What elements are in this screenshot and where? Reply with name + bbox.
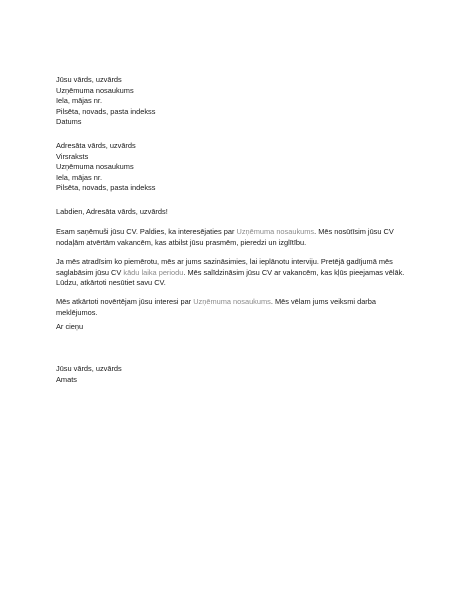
paragraph-3-line-1 xyxy=(56,297,406,308)
signature-name: Jūsu vārds, uzvārds xyxy=(56,364,122,373)
sender-street: Iela, mājas nr. xyxy=(56,96,103,105)
signature-position: Amats xyxy=(56,374,77,384)
paragraph-1-line-1 xyxy=(56,227,406,238)
closing-text: Ar cieņu xyxy=(56,322,84,331)
body-paragraph-2 xyxy=(56,257,406,289)
paragraph-2-line-1: Ja mēs atradīsim ko piemērotu, mēs ar jums sazināsimies, lai ieplānotu interviju. Pretējā gadījumā mēs xyxy=(56,257,393,266)
recipient-address-block xyxy=(56,141,406,194)
sender-city: Pilsēta, novads, pasta indekss xyxy=(56,106,156,116)
closing xyxy=(56,322,406,333)
paragraph-2-line-2 xyxy=(56,268,406,279)
salutation xyxy=(56,207,406,218)
sender-address-block xyxy=(56,75,406,128)
recipient-street: Iela, mājas nr. xyxy=(56,172,103,182)
paragraph-2-text-b: . Mēs salīdzināsim jūsu CV ar vakancēm, kas kļūs pieejamas vēlāk. xyxy=(183,267,405,277)
signature-block xyxy=(56,364,406,385)
paragraph-2-text-a: saglabāsim jūsu CV xyxy=(56,267,124,277)
salutation-text: Labdien, Adresāta vārds, uzvārds! xyxy=(56,207,168,216)
paragraph-3-text-a: Mēs atkārtoti novērtējam jūsu interesi par xyxy=(56,297,194,306)
recipient-title: Virsraksts xyxy=(56,151,89,161)
paragraph-2-line-3: Lūdzu, atkārtoti nesūtiet savu CV. xyxy=(56,278,166,287)
paragraph-1-line-2: nodaļām atvērtām vakancēm, kas atbilst jūsu prasmēm, pieredzi un izglītību. xyxy=(56,237,307,247)
company-name-placeholder-2: Uzņēmuma nosaukums xyxy=(193,297,271,306)
time-period-placeholder: kādu laika periodu xyxy=(123,267,184,277)
sender-name: Jūsu vārds, uzvārds xyxy=(56,75,122,84)
paragraph-1-text-b: . Mēs nosūtīsim jūsu CV xyxy=(314,227,394,236)
paragraph-3-text-b: . Mēs vēlam jums veiksmi darba xyxy=(270,297,376,306)
recipient-company: Uzņēmuma nosaukums xyxy=(56,162,134,171)
recipient-city: Pilsēta, novads, pasta indekss xyxy=(56,183,156,192)
recipient-name: Adresāta vārds, uzvārds xyxy=(56,141,136,150)
company-name-placeholder: Uzņēmuma nosaukums xyxy=(236,227,315,236)
letter-date: Datums xyxy=(56,117,82,126)
body-paragraph-3 xyxy=(56,297,406,318)
paragraph-1-text-a: Esam saņēmuši jūsu CV. Paldies, ka interesējaties par xyxy=(56,227,237,236)
body-paragraph-1 xyxy=(56,227,406,248)
paragraph-3-line-2: meklējumos. xyxy=(56,307,98,317)
sender-company: Uzņēmuma nosaukums xyxy=(56,85,134,95)
